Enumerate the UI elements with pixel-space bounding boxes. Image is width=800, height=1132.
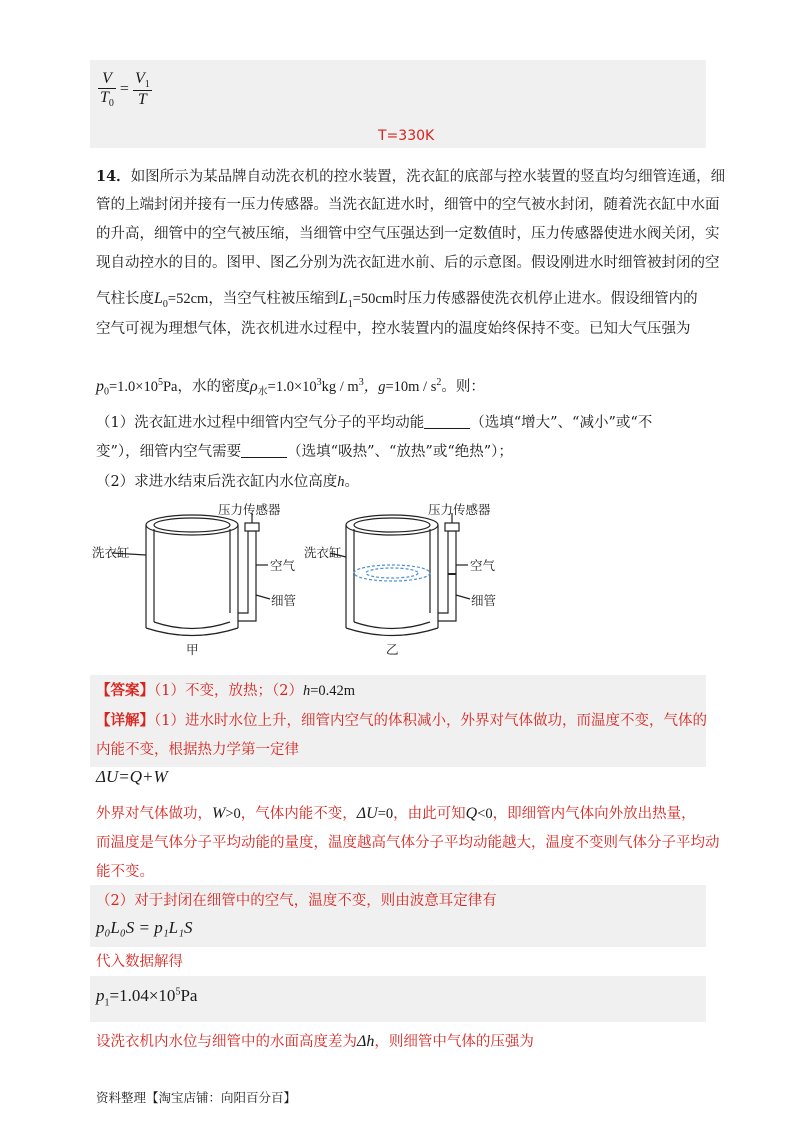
- question-line-6: 空气可视为理想气体，洗衣机进水过程中，控水装置内的温度始终保持不变。已知大气压强为: [96, 321, 691, 337]
- label-tank-yi: 洗衣缸: [304, 545, 342, 560]
- question-line-5: 气柱长度$L_0=52cm$，当空气柱被压缩到$L_1=50cm$时压力传感器使洗衣机停止进水。假设细管内的: [96, 290, 698, 310]
- answer-line: 【答案】（1）不变，放热；（2）h=0.42m: [96, 682, 356, 699]
- tank-yi: [330, 513, 470, 636]
- question-line-2: 管的上端封闭并接有一压力传感器。当洗衣缸进水时，细管中的空气被水封闭，随着洗衣缸中水面: [96, 197, 720, 213]
- detail-line-4: 而温度是气体分子平均动能的量度，温度越高气体分子平均动能越大，温度不变则气体分子平均动: [96, 835, 720, 851]
- page-footer: 资料整理【淘宝店铺：向阳百分百】: [96, 1090, 297, 1105]
- label-air-yi: 空气: [470, 558, 496, 573]
- tank-jia: [112, 513, 270, 636]
- detail-line-1: 【详解】（1）进水时水位上升，细管内空气的体积减小，外界对气体做功，而温度不变，气体的: [96, 712, 707, 729]
- label-tank-jia: 洗衣缸: [92, 545, 130, 560]
- sub-question-1-line-1: （1）洗衣缸进水过程中细管内空气分子的平均动能 （选填“增大”、“减小”或“不: [96, 415, 653, 431]
- detail-line-3: 外界对气体做功，W>0，气体内能不变，ΔU=0，由此可知Q<0，即细管内气体向外放出热量，: [96, 805, 696, 822]
- label-air-jia: 空气: [270, 558, 296, 573]
- detail-line-2: 内能不变，根据热力学第一定律: [96, 742, 299, 758]
- detail-line-5: 能不变。: [96, 864, 154, 880]
- label-tube-yi: 细管: [471, 593, 497, 608]
- caption-yi: 乙: [386, 642, 399, 657]
- sub-question-1-line-2: 变”），细管内空气需要 （选填“吸热”、“放热”或“绝热”）；: [96, 444, 513, 460]
- detail-line-8: 设洗衣机内水位与细管中的水面高度差为Δh，则细管中气体的压强为: [96, 1033, 534, 1050]
- question-line-7: $p_0=1.0\times 10^5Pa$，水的密度$\rho_水=1.0\times 10^3kg / m^3$，$g=10m / s^2$。则：: [96, 377, 485, 398]
- question-line-4: 现自动控水的目的。图甲、图乙分别为洗衣缸进水前、后的示意图。假设刚进水时细管被封闭的空: [96, 255, 720, 271]
- detail-line-7: 代入数据解得: [96, 954, 183, 970]
- washing-machine-figure: [90, 495, 520, 660]
- charles-law-formula: $\frac{V}{T_0}$ = $\frac{V_1}{T}$: [100, 70, 150, 110]
- detail-line-6: （2）对于封闭在细管中的空气，温度不变，则由波意耳定律有: [96, 893, 497, 909]
- answer-blank-2[interactable]: [241, 443, 287, 458]
- label-tube-jia: 细管: [271, 593, 297, 608]
- question-line-3: 的升高，细管中的空气被压缩，当细管中空气压强达到一定数值时，压力传感器使进水阀关闭，实: [96, 226, 720, 242]
- question-line-1: 14．如图所示为某品牌自动洗衣机的控水装置，洗衣缸的底部与控水装置的竖直均匀细管连通，细: [96, 168, 726, 185]
- label-sensor-jia: 压力传感器: [218, 502, 281, 517]
- sub-question-2: （2）求进水结束后洗衣缸内水位高度h。: [96, 474, 359, 490]
- first-law-equation: ΔU=Q+W: [96, 767, 168, 786]
- boyle-law-equation: p₀L₀S = p₁L₁S: [96, 918, 193, 937]
- pressure-result: $p_1=1.04\times 10^5Pa$: [96, 986, 198, 1009]
- answer-blank-1[interactable]: [424, 414, 470, 429]
- label-sensor-yi: 压力传感器: [428, 502, 491, 517]
- temperature-result: T=330K: [378, 128, 435, 144]
- caption-jia: 甲: [186, 642, 199, 657]
